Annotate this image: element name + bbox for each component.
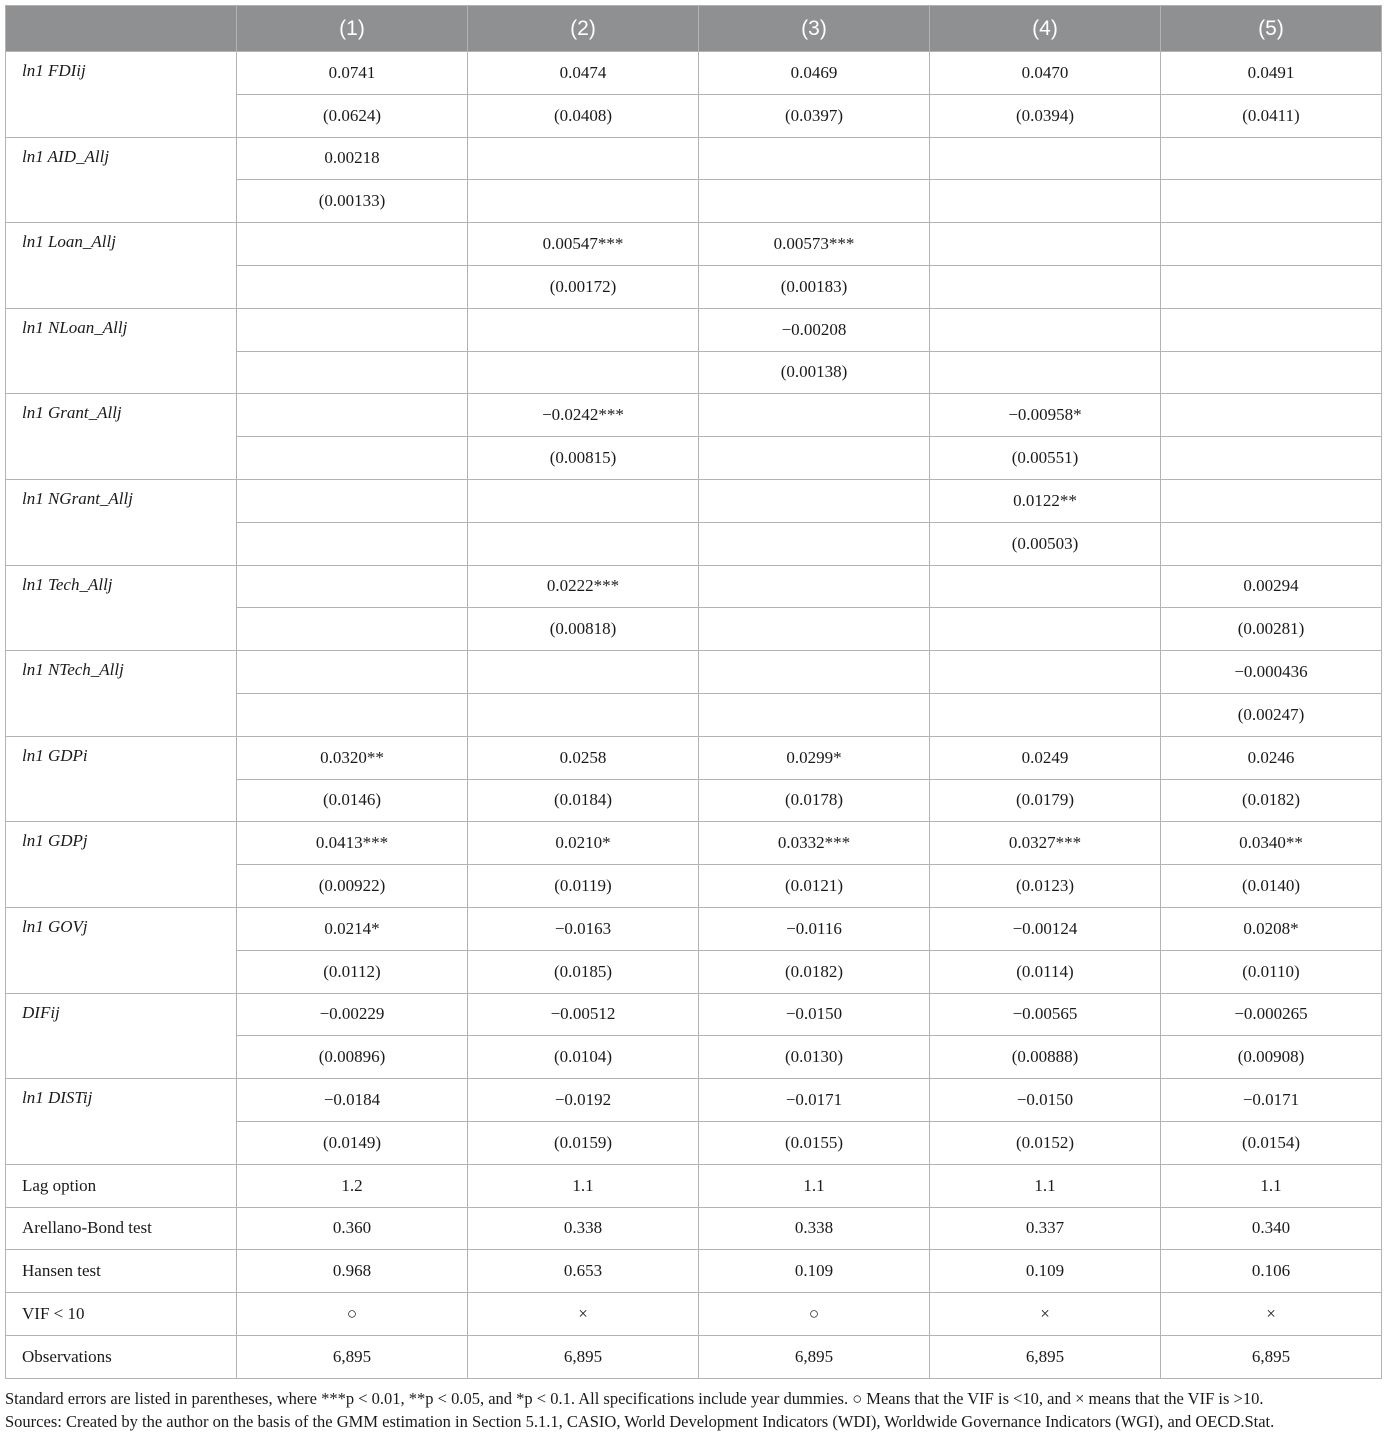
- standard-error-cell: [699, 437, 930, 480]
- coefficient-cell: −0.0192: [468, 1079, 699, 1122]
- table-row-coef: [6, 822, 1382, 865]
- coefficient-cell: −0.0163: [468, 907, 699, 950]
- standard-error-cell: [468, 522, 699, 565]
- table-body: [6, 52, 1382, 1379]
- stat-value-cell: 6,895: [1161, 1335, 1382, 1378]
- variable-name: ln1 FDIij: [6, 52, 237, 138]
- coefficient-cell: [930, 308, 1161, 351]
- regression-table: [5, 5, 1382, 1379]
- standard-error-cell: [699, 608, 930, 651]
- coefficient-cell: −0.00124: [930, 907, 1161, 950]
- stat-value-cell: 6,895: [699, 1335, 930, 1378]
- coefficient-cell: [237, 394, 468, 437]
- stat-label: Observations: [6, 1335, 237, 1378]
- standard-error-cell: [468, 180, 699, 223]
- standard-error-cell: (0.00922): [237, 865, 468, 908]
- header-row: [6, 6, 1382, 52]
- stat-value-cell: ×: [1161, 1293, 1382, 1336]
- standard-error-cell: [237, 437, 468, 480]
- stat-value-cell: 1.1: [930, 1164, 1161, 1207]
- header-cell-model-5: (5): [1161, 6, 1382, 52]
- coefficient-cell: [1161, 223, 1382, 266]
- table-notes: [5, 1387, 1381, 1433]
- standard-error-cell: [237, 608, 468, 651]
- standard-error-cell: [1161, 437, 1382, 480]
- stat-value-cell: ○: [237, 1293, 468, 1336]
- coefficient-cell: [1161, 308, 1382, 351]
- stat-value-cell: ×: [930, 1293, 1161, 1336]
- coefficient-cell: 0.00573***: [699, 223, 930, 266]
- standard-error-cell: (0.0110): [1161, 950, 1382, 993]
- coefficient-cell: [468, 137, 699, 180]
- standard-error-cell: (0.0155): [699, 1121, 930, 1164]
- variable-name: ln1 NGrant_Allj: [6, 479, 237, 565]
- standard-error-cell: (0.00815): [468, 437, 699, 480]
- stat-value-cell: 6,895: [237, 1335, 468, 1378]
- standard-error-cell: [468, 693, 699, 736]
- table-row-coef: [6, 479, 1382, 522]
- coefficient-cell: 0.0208*: [1161, 907, 1382, 950]
- coefficient-cell: [237, 308, 468, 351]
- standard-error-cell: (0.0104): [468, 1036, 699, 1079]
- stat-value-cell: 0.360: [237, 1207, 468, 1250]
- standard-error-cell: [1161, 522, 1382, 565]
- stat-value-cell: 1.1: [699, 1164, 930, 1207]
- standard-error-cell: (0.00551): [930, 437, 1161, 480]
- coefficient-cell: −0.00229: [237, 993, 468, 1036]
- standard-error-cell: (0.0182): [1161, 779, 1382, 822]
- coefficient-cell: [699, 137, 930, 180]
- variable-name: ln1 NTech_Allj: [6, 651, 237, 737]
- coefficient-cell: [237, 565, 468, 608]
- standard-error-cell: (0.0179): [930, 779, 1161, 822]
- table-row-coef: [6, 308, 1382, 351]
- stat-value-cell: ×: [468, 1293, 699, 1336]
- coefficient-cell: [930, 223, 1161, 266]
- coefficient-cell: −0.0242***: [468, 394, 699, 437]
- coefficient-cell: 0.0214*: [237, 907, 468, 950]
- table-row-coef: [6, 907, 1382, 950]
- standard-error-cell: (0.0397): [699, 94, 930, 137]
- variable-name: ln1 NLoan_Allj: [6, 308, 237, 394]
- header-cell-model-3: (3): [699, 6, 930, 52]
- stat-value-cell: 1.2: [237, 1164, 468, 1207]
- coefficient-cell: [468, 479, 699, 522]
- footnote-significance: Standard errors are listed in parentheses, where ***p < 0.01, **p < 0.05, and *p < 0.1. All specifications include year dummies. ○ Means that the VIF is <10, and × means that the VIF is >10.: [5, 1389, 1264, 1408]
- standard-error-cell: (0.00908): [1161, 1036, 1382, 1079]
- variable-name: ln1 Grant_Allj: [6, 394, 237, 480]
- coefficient-cell: 0.0470: [930, 52, 1161, 95]
- coefficient-cell: [699, 479, 930, 522]
- coefficient-cell: [930, 651, 1161, 694]
- coefficient-cell: 0.0474: [468, 52, 699, 95]
- standard-error-cell: (0.0121): [699, 865, 930, 908]
- standard-error-cell: [930, 351, 1161, 394]
- stat-value-cell: 1.1: [468, 1164, 699, 1207]
- standard-error-cell: (0.00172): [468, 265, 699, 308]
- standard-error-cell: (0.0149): [237, 1121, 468, 1164]
- stat-label: Hansen test: [6, 1250, 237, 1293]
- standard-error-cell: [1161, 180, 1382, 223]
- standard-error-cell: [237, 265, 468, 308]
- standard-error-cell: [930, 265, 1161, 308]
- variable-name: ln1 AID_Allj: [6, 137, 237, 223]
- stat-value-cell: 6,895: [930, 1335, 1161, 1378]
- coefficient-cell: 0.0210*: [468, 822, 699, 865]
- coefficient-cell: [1161, 479, 1382, 522]
- regression-table-container: [5, 5, 1381, 1379]
- coefficient-cell: [699, 651, 930, 694]
- coefficient-cell: −0.0116: [699, 907, 930, 950]
- standard-error-cell: (0.00896): [237, 1036, 468, 1079]
- table-row-coef: [6, 1079, 1382, 1122]
- stat-value-cell: 0.109: [699, 1250, 930, 1293]
- table-row-stat: [6, 1164, 1382, 1207]
- table-row-coef: [6, 394, 1382, 437]
- coefficient-cell: −0.0171: [1161, 1079, 1382, 1122]
- standard-error-cell: (0.00818): [468, 608, 699, 651]
- variable-name: ln1 Tech_Allj: [6, 565, 237, 651]
- coefficient-cell: −0.0150: [930, 1079, 1161, 1122]
- standard-error-cell: (0.00138): [699, 351, 930, 394]
- table-row-stat: [6, 1207, 1382, 1250]
- footnote-sources: Sources: Created by the author on the basis of the GMM estimation in Section 5.1.1, CASIO, World Development Indicators (WDI), Worldwide Governance Indicators (WGI), and OECD.Stat.: [5, 1412, 1275, 1431]
- coefficient-cell: [930, 565, 1161, 608]
- standard-error-cell: (0.0114): [930, 950, 1161, 993]
- stat-value-cell: 0.338: [468, 1207, 699, 1250]
- coefficient-cell: 0.0222***: [468, 565, 699, 608]
- standard-error-cell: (0.0184): [468, 779, 699, 822]
- coefficient-cell: 0.0258: [468, 736, 699, 779]
- variable-name: DIFij: [6, 993, 237, 1079]
- stat-value-cell: 1.1: [1161, 1164, 1382, 1207]
- coefficient-cell: 0.0332***: [699, 822, 930, 865]
- table-row-coef: [6, 137, 1382, 180]
- coefficient-cell: [237, 479, 468, 522]
- coefficient-cell: 0.00294: [1161, 565, 1382, 608]
- table-row-stat: [6, 1250, 1382, 1293]
- standard-error-cell: [699, 180, 930, 223]
- standard-error-cell: (0.0178): [699, 779, 930, 822]
- standard-error-cell: (0.0152): [930, 1121, 1161, 1164]
- stat-value-cell: 0.968: [237, 1250, 468, 1293]
- standard-error-cell: (0.0185): [468, 950, 699, 993]
- standard-error-cell: (0.00133): [237, 180, 468, 223]
- stat-label: Arellano-Bond test: [6, 1207, 237, 1250]
- standard-error-cell: [1161, 351, 1382, 394]
- stat-label: VIF < 10: [6, 1293, 237, 1336]
- coefficient-cell: 0.0741: [237, 52, 468, 95]
- coefficient-cell: 0.0327***: [930, 822, 1161, 865]
- coefficient-cell: 0.0122**: [930, 479, 1161, 522]
- standard-error-cell: [930, 693, 1161, 736]
- coefficient-cell: 0.0340**: [1161, 822, 1382, 865]
- standard-error-cell: [1161, 265, 1382, 308]
- coefficient-cell: −0.000436: [1161, 651, 1382, 694]
- coefficient-cell: 0.0320**: [237, 736, 468, 779]
- standard-error-cell: (0.0624): [237, 94, 468, 137]
- coefficient-cell: 0.00547***: [468, 223, 699, 266]
- standard-error-cell: [468, 351, 699, 394]
- coefficient-cell: [1161, 137, 1382, 180]
- coefficient-cell: [468, 308, 699, 351]
- standard-error-cell: (0.0154): [1161, 1121, 1382, 1164]
- standard-error-cell: [930, 180, 1161, 223]
- stat-value-cell: 6,895: [468, 1335, 699, 1378]
- variable-name: ln1 GDPj: [6, 822, 237, 908]
- table-row-coef: [6, 736, 1382, 779]
- table-row-coef: [6, 993, 1382, 1036]
- table-row-stat: [6, 1335, 1382, 1378]
- standard-error-cell: (0.0130): [699, 1036, 930, 1079]
- standard-error-cell: [237, 351, 468, 394]
- coefficient-cell: 0.0413***: [237, 822, 468, 865]
- standard-error-cell: (0.0146): [237, 779, 468, 822]
- coefficient-cell: −0.0150: [699, 993, 930, 1036]
- coefficient-cell: [699, 565, 930, 608]
- standard-error-cell: [930, 608, 1161, 651]
- coefficient-cell: [1161, 394, 1382, 437]
- coefficient-cell: −0.0184: [237, 1079, 468, 1122]
- table-row-coef: [6, 52, 1382, 95]
- coefficient-cell: 0.0246: [1161, 736, 1382, 779]
- standard-error-cell: (0.0112): [237, 950, 468, 993]
- coefficient-cell: [237, 651, 468, 694]
- stat-value-cell: ○: [699, 1293, 930, 1336]
- header-cell-model-4: (4): [930, 6, 1161, 52]
- coefficient-cell: −0.00208: [699, 308, 930, 351]
- standard-error-cell: [699, 522, 930, 565]
- coefficient-cell: 0.00218: [237, 137, 468, 180]
- table-row-coef: [6, 651, 1382, 694]
- table-row-coef: [6, 565, 1382, 608]
- stat-value-cell: 0.340: [1161, 1207, 1382, 1250]
- table-row-stat: [6, 1293, 1382, 1336]
- standard-error-cell: (0.00247): [1161, 693, 1382, 736]
- table-row-coef: [6, 223, 1382, 266]
- coefficient-cell: 0.0249: [930, 736, 1161, 779]
- stat-value-cell: 0.337: [930, 1207, 1161, 1250]
- coefficient-cell: [237, 223, 468, 266]
- stat-value-cell: 0.653: [468, 1250, 699, 1293]
- standard-error-cell: (0.0182): [699, 950, 930, 993]
- standard-error-cell: [699, 693, 930, 736]
- stat-value-cell: 0.106: [1161, 1250, 1382, 1293]
- coefficient-cell: −0.00512: [468, 993, 699, 1036]
- variable-name: ln1 Loan_Allj: [6, 223, 237, 309]
- coefficient-cell: 0.0299*: [699, 736, 930, 779]
- stat-value-cell: 0.338: [699, 1207, 930, 1250]
- standard-error-cell: (0.0408): [468, 94, 699, 137]
- header-cell-model-1: (1): [237, 6, 468, 52]
- variable-name: ln1 DISTij: [6, 1079, 237, 1165]
- standard-error-cell: (0.0119): [468, 865, 699, 908]
- header-cell-model-2: (2): [468, 6, 699, 52]
- coefficient-cell: 0.0469: [699, 52, 930, 95]
- coefficient-cell: [468, 651, 699, 694]
- standard-error-cell: (0.00503): [930, 522, 1161, 565]
- standard-error-cell: (0.0394): [930, 94, 1161, 137]
- standard-error-cell: (0.00888): [930, 1036, 1161, 1079]
- variable-name: ln1 GDPi: [6, 736, 237, 822]
- header-cell-label: [6, 6, 237, 52]
- standard-error-cell: (0.00183): [699, 265, 930, 308]
- coefficient-cell: −0.000265: [1161, 993, 1382, 1036]
- variable-name: ln1 GOVj: [6, 907, 237, 993]
- coefficient-cell: 0.0491: [1161, 52, 1382, 95]
- coefficient-cell: −0.00958*: [930, 394, 1161, 437]
- standard-error-cell: (0.0411): [1161, 94, 1382, 137]
- stat-value-cell: 0.109: [930, 1250, 1161, 1293]
- standard-error-cell: [237, 522, 468, 565]
- coefficient-cell: −0.00565: [930, 993, 1161, 1036]
- standard-error-cell: (0.00281): [1161, 608, 1382, 651]
- coefficient-cell: [699, 394, 930, 437]
- standard-error-cell: (0.0123): [930, 865, 1161, 908]
- standard-error-cell: [237, 693, 468, 736]
- coefficient-cell: [930, 137, 1161, 180]
- standard-error-cell: (0.0159): [468, 1121, 699, 1164]
- stat-label: Lag option: [6, 1164, 237, 1207]
- coefficient-cell: −0.0171: [699, 1079, 930, 1122]
- standard-error-cell: (0.0140): [1161, 865, 1382, 908]
